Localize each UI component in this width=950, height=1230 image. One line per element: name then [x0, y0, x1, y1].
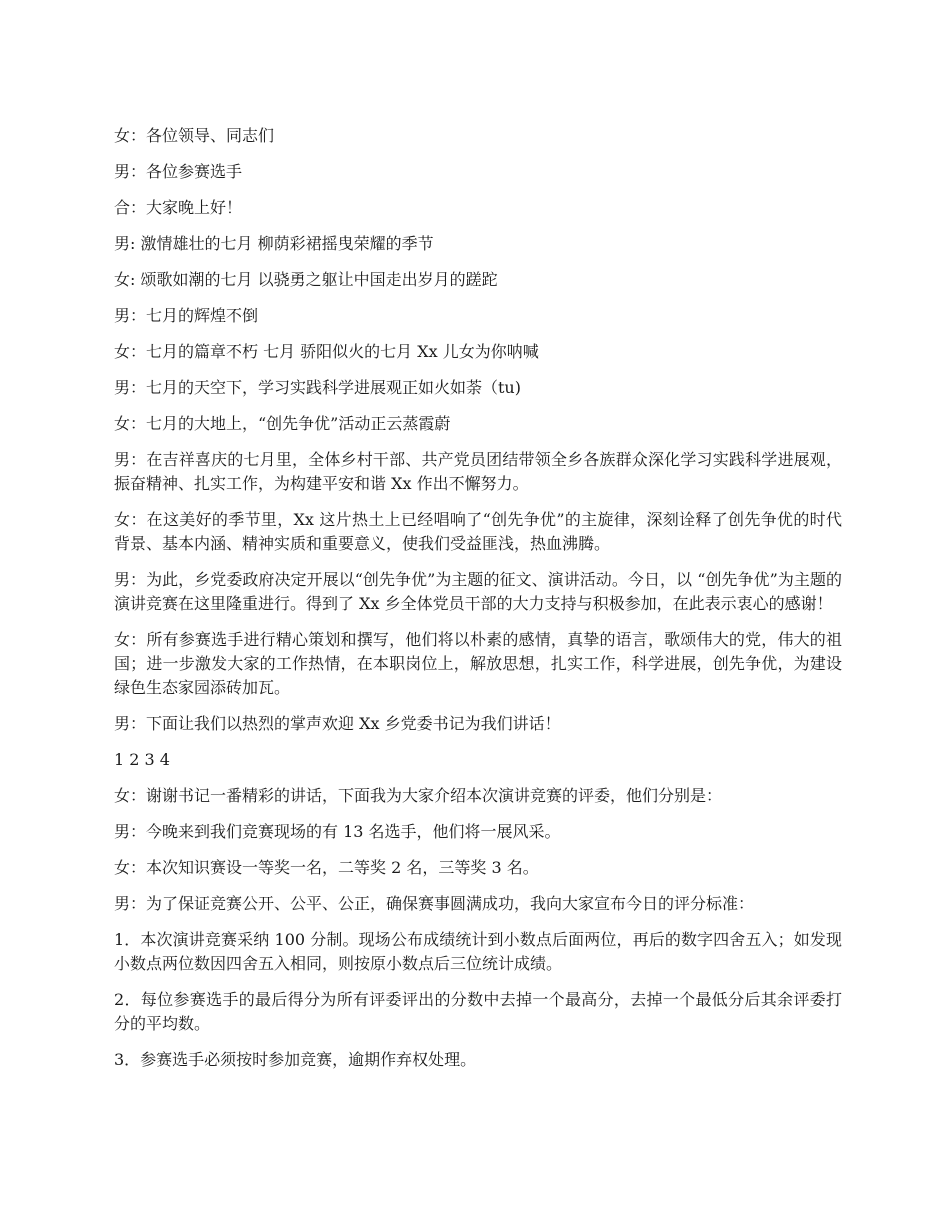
paragraph: 女：谢谢书记一番精彩的讲话，下面我为大家介绍本次演讲竞赛的评委，他们分别是：: [114, 786, 723, 805]
rule-item-3: 3．参赛选手必须按时参加竞赛，逾期作弃权处理。: [114, 1050, 477, 1069]
paragraph: 男：七月的天空下，学习实践科学进展观正如火如荼（tu): [114, 378, 521, 397]
paragraph-greeting-leaders: 女：各位领导、同志们: [114, 126, 275, 145]
paragraph: 男：七月的辉煌不倒: [114, 306, 259, 325]
paragraph: 女：在这美好的季节里，Xx 这片热土上已经唱响了“创先争优”的主旋律，深刻诠释了创先争优的时代背景、基本内涵、精神实质和重要意义，使我们受益匪浅，热血沸腾。: [114, 510, 842, 553]
paragraph: 女：本次知识赛设一等奖一名，二等奖 2 名，三等奖 3 名。: [114, 858, 539, 877]
paragraph: 男：下面让我们以热烈的掌声欢迎 Xx 乡党委书记为我们讲话！: [114, 714, 561, 733]
page-numbers: 1 2 3 4: [114, 750, 170, 769]
paragraph: 女：七月的篇章不朽 七月 骄阳似火的七月 Xx 儿女为你呐喊: [114, 342, 539, 361]
paragraph: 男：在吉祥喜庆的七月里，全体乡村干部、共产党员团结带领全乡各族群众深化学习实践科学进展观，振奋精神、扎实工作，为构建平安和谐 Xx 作出不懈努力。: [114, 450, 842, 493]
paragraph: 男：为了保证竞赛公开、公平、公正，确保赛事圆满成功，我向大家宣布今日的评分标准：: [114, 894, 755, 913]
paragraph-greeting-contestants: 男：各位参赛选手: [114, 162, 243, 181]
paragraph: 男: 激情雄壮的七月 柳荫彩裙摇曳荣耀的季节: [114, 234, 434, 253]
paragraph: 女：所有参赛选手进行精心策划和撰写，他们将以朴素的感情，真挚的语言，歌颂伟大的党，伟大的祖国；进一步激发大家的工作热情，在本职岗位上，解放思想，扎实工作，科学进展，创先争优，为建设绿色生态家园添砖加瓦。: [114, 630, 842, 697]
paragraph: 女：七月的大地上，“创先争优”活动正云蒸霞蔚: [114, 414, 451, 433]
rule-item-2: 2．每位参赛选手的最后得分为所有评委评出的分数中去掉一个最高分，去掉一个最低分后其余评委打分的平均数。: [114, 990, 842, 1033]
rule-item-1: 1．本次演讲竞赛采纳 100 分制。现场公布成绩统计到小数点后面两位，再后的数字四舍五入；如发现小数点两位数因四舍五入相同，则按原小数点后三位统计成绩。: [114, 930, 842, 973]
paragraph: 男：今晚来到我们竞赛现场的有 13 名选手，他们将一展风采。: [114, 822, 561, 841]
paragraph-greeting-evening: 合：大家晚上好！: [114, 198, 243, 217]
paragraph: 女: 颂歌如潮的七月 以骁勇之躯让中国走出岁月的蹉跎: [114, 270, 498, 289]
paragraph: 男：为此，乡党委政府决定开展以“创先争优”为主题的征文、演讲活动。今日，以 “创先争优”为主题的演讲竞赛在这里隆重进行。得到了 Xx 乡全体党员干部的大力支持与积极参加，在此表示衷心的感谢！: [114, 570, 842, 613]
document-body: [114, 124, 842, 1084]
